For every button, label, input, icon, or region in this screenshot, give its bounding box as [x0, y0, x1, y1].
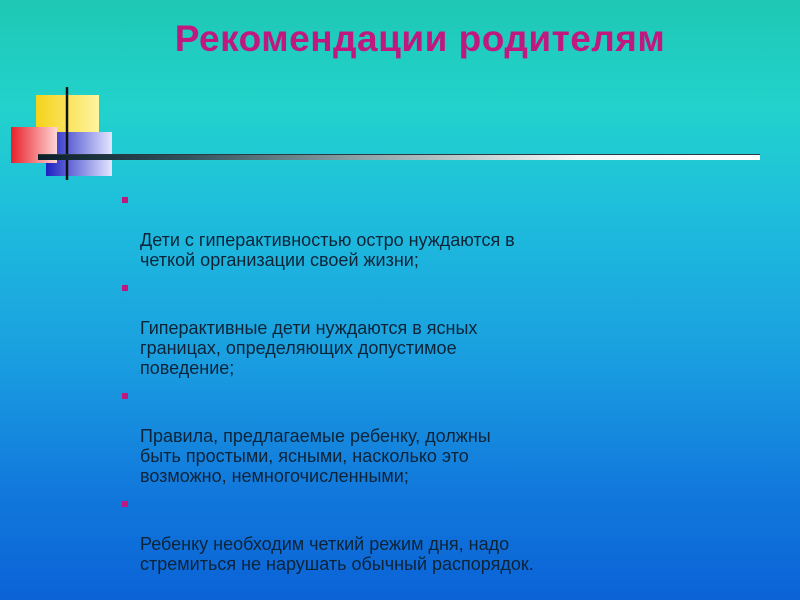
bullet-text: Правила, предлагаемые ребенку, должны быть простыми, ясными, насколько это возможно, немногочисленными; [140, 426, 491, 486]
slide-title: Рекомендации родителям [174, 18, 666, 59]
bullet-text: Гиперактивные дети нуждаются в ясных границах, определяющих допустимое поведение; [140, 318, 478, 378]
list-item [120, 494, 640, 574]
bullet-text: Ребенку необходим четкий режим дня, надо стремиться не нарушать обычный распорядок. [140, 534, 534, 574]
bullet-text: Дети с гиперактивностью остро нуждаются в четкой организации своей жизни; [140, 230, 515, 270]
bullet-marker-icon [122, 285, 128, 291]
list-item [120, 278, 640, 378]
list-item [120, 190, 640, 270]
horizontal-rule [38, 154, 760, 160]
bullet-list [120, 190, 640, 582]
list-item [120, 386, 640, 486]
bullet-marker-icon [122, 501, 128, 507]
bullet-marker-icon [122, 197, 128, 203]
bullet-marker-icon [122, 393, 128, 399]
